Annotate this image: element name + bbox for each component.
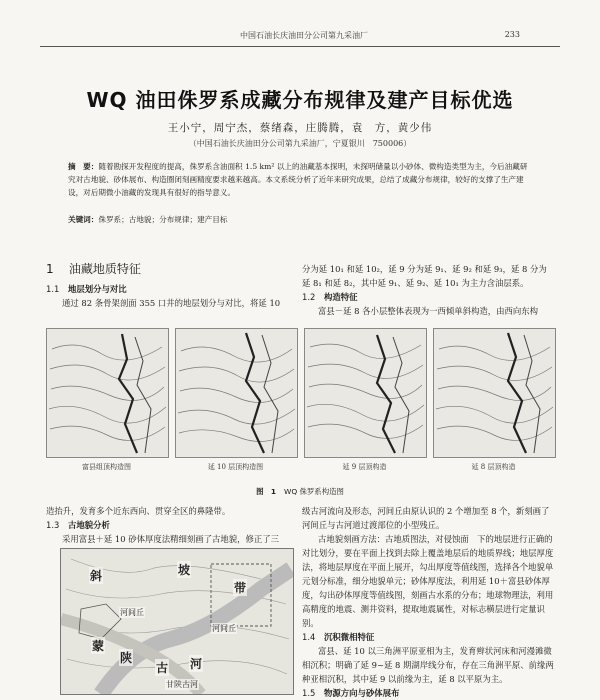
- section-1-1-heading: [46, 282, 298, 296]
- section-1-title: 油藏地质特征: [68, 262, 141, 276]
- paleo-method-text: 古地貌刻画方法：古地质图法，对侵蚀面 下的地层进行正确的对比划分，要在平面上找到去除上覆盖地层后的地质界线；地层厚度法，将地层厚度在平面上展开，勾出厚度等值线图，选择各个地貌单元划分标准，细分地貌单元；砂体厚度法，利用延 10＋富县砂体厚度，勾出砂体厚度等值线图，刻画古水系的分布；地球物理法，利用高精度的地震、测井资料，提取地震属性，对标志横层进行定量识别。: [302, 534, 554, 628]
- map-panel-yan8: [433, 328, 556, 458]
- abstract: [68, 160, 532, 199]
- figure-1-caption-text: WQ 侏罗系构造图: [284, 487, 344, 496]
- keywords-label: 关键词：: [68, 215, 99, 224]
- section-1-2-title: 构造特征: [324, 292, 358, 302]
- panel-caption-3: 延 9 层顶构造: [342, 463, 387, 471]
- map-label-6: 蒙: [92, 639, 105, 653]
- figure-1-caption: [0, 486, 600, 497]
- section-1-3-text: 采用富县＋延 10 砂体厚度法精细刻画了古地貌，修正了三: [62, 534, 279, 544]
- contour-map-3: [305, 329, 426, 457]
- section-1-4-text: 富县、延 10 以三角洲平原亚相为主，发育辫状河床和河漫滩微相沉积；明确了延 9~延 8 期湖岸线分布，存在三角洲平原、前缘两种亚相沉积，其中延 9 以前缘为主，延 8 以平原为主。: [302, 646, 554, 684]
- map-label-9: 河: [190, 657, 203, 671]
- page-number: 233: [504, 30, 520, 39]
- contour-map-4: [434, 329, 555, 457]
- map-label-3: 带: [234, 581, 247, 595]
- header-rule: [40, 46, 560, 47]
- panel-caption-2: 延 10 层顶构造图: [207, 463, 264, 471]
- section-1-3-heading: [46, 518, 298, 532]
- left-column-top: [46, 262, 298, 310]
- map-panel-yan10: [175, 328, 298, 458]
- map-label-8: 古: [156, 661, 169, 675]
- structure-continuation: 造抬升，发育多个近东西向、贯穿全区的鼻隆带。: [46, 506, 231, 516]
- journal-name: 中国石油长庆油田分公司第九采油厂: [240, 31, 368, 40]
- figure-1-label: 图 1: [256, 487, 277, 496]
- section-1-4-heading: [302, 630, 554, 644]
- paleogeomorphology-map: [60, 548, 294, 695]
- section-1-1-text: 通过 82 条骨架剖面 355 口井的地层划分与对比，将延 10: [62, 298, 281, 308]
- section-1-5-number: 1.5: [302, 688, 316, 698]
- paleo-result-text: 级古河流向及形态，河间丘由原认识的 2 个增加至 8 个，新刻画了河间丘与古河道过渡部位的小型残丘。: [302, 506, 550, 530]
- right-column-bottom: [302, 504, 554, 700]
- section-1-number: 1: [46, 262, 54, 276]
- map-label-10: 甘陕古河: [166, 680, 198, 689]
- map-label-7: 陕: [120, 651, 133, 665]
- section-1-4-number: 1.4: [302, 632, 316, 642]
- map-panel-fuxian: [46, 328, 169, 458]
- panel-caption-4: 延 8 层顶构造: [471, 463, 516, 471]
- section-1-1-number: 1.1: [46, 284, 60, 294]
- running-head: [40, 30, 560, 44]
- section-1-3-title: 古地貌分析: [68, 520, 110, 530]
- section-1-heading: [46, 262, 298, 276]
- section-1-5-title: 物源方向与砂体展布: [324, 688, 400, 698]
- section-1-2-number: 1.2: [302, 292, 316, 302]
- map-label-2: 坡: [178, 563, 191, 577]
- right-column-top: [302, 262, 554, 318]
- section-1-4-title: 沉积微相特征: [324, 632, 375, 642]
- contour-map-2: [176, 329, 297, 457]
- affiliation: （中国石油长庆油田分公司第九采油厂，宁夏银川 750006）: [188, 139, 412, 148]
- section-1-3-number: 1.3: [46, 520, 60, 530]
- panel-caption-1: 富县组顶构造图: [82, 463, 131, 471]
- map-label-1: 斜: [90, 569, 103, 583]
- section-1-1-title: 地层划分与对比: [68, 284, 127, 294]
- article-title: WQ 油田侏罗系成藏分布规律及建产目标优选: [86, 88, 514, 112]
- figure-1: [46, 328, 554, 456]
- map-panel-yan9: [304, 328, 427, 458]
- map-label-5: 河间丘: [212, 624, 236, 633]
- map-label-4: 河间丘: [120, 608, 144, 617]
- section-1-2-heading: [302, 290, 554, 304]
- author-list: 王小宁，周宁杰，蔡绪森，庄腾腾，袁 方，黄少伟: [167, 122, 433, 134]
- left-column-bottom: [46, 504, 298, 546]
- abstract-text: 随着勘探开发程度的提高，侏罗系含油面积 1.5 km² 以上的油藏基本探明，未探明储量以小砂体、微构造类型为主，今后油藏研究对古地貌、砂体展布、构造圈闭刻画精度要求越来越高。本文系统分析了近年来研究成果，总结了成藏分布规律，较好的支撑了生产建设，对后期微小油藏的发现具有很好的指导意义。: [68, 162, 528, 197]
- layer-division-text: 分为延 10₁ 和延 10₂，延 9 分为延 9₁、延 9₂ 和延 9₃，延 8 分为延 8₁ 和延 8₂，其中延 9₁、延 9₂、延 10₁ 为主力含油层系。: [302, 264, 547, 288]
- keywords: [68, 214, 532, 225]
- keywords-text: 侏罗系；古地貌；分布规律；建产目标: [98, 215, 228, 224]
- section-1-2-text: 富县－延 8 各小层整体表现为一西倾单斜构造，由西向东构: [318, 306, 539, 316]
- abstract-label: 摘 要：: [68, 162, 99, 171]
- contour-map-1: [47, 329, 168, 457]
- section-1-5-heading: [302, 686, 554, 700]
